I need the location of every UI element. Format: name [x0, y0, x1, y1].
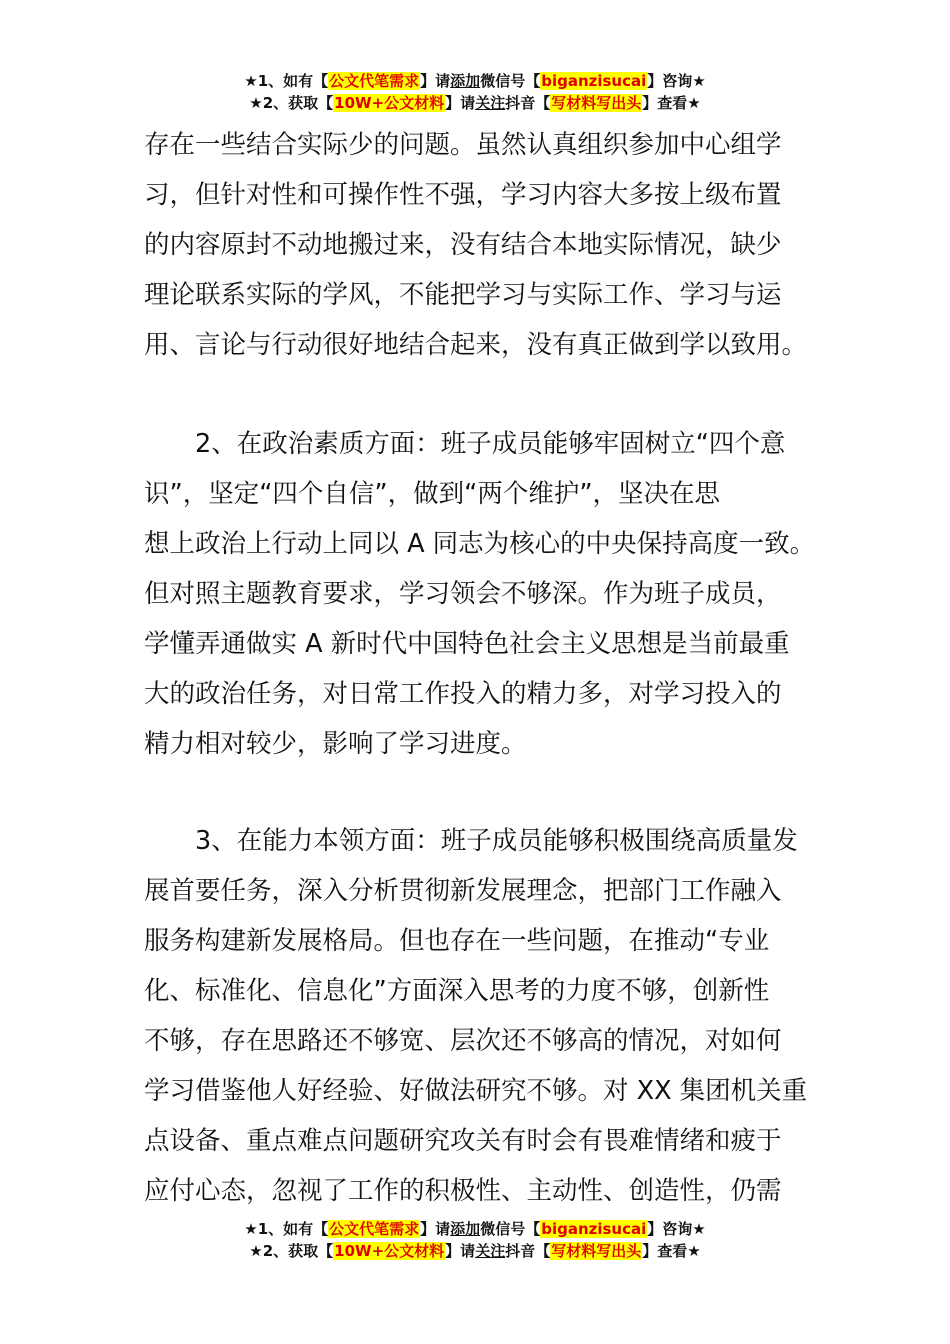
text-line: 展首要任务，深入分析贯彻新发展理念，把部门工作融入	[144, 876, 782, 906]
banner-line-2	[0, 92, 950, 114]
banner-text: 1、如有【	[257, 72, 329, 90]
banner-text: 】请	[445, 1242, 476, 1260]
text-line: 用、言论与行动很好地结合起来，没有真正做到学以致用。	[144, 330, 808, 360]
banner-text: 微信号【	[480, 72, 541, 90]
paragraph-2	[144, 419, 816, 769]
banner-line-2	[0, 1240, 950, 1262]
paragraph-3	[144, 816, 810, 1216]
banner-text: 抖音【	[505, 94, 551, 112]
star-icon: ★	[692, 72, 706, 90]
banner-highlight: 写材料写出头	[551, 1242, 642, 1260]
star-icon: ★	[244, 1220, 258, 1238]
text-line: 不够，存在思路还不够宽、层次还不够高的情况，对如何	[144, 1026, 782, 1056]
text-line: 学习借鉴他人好经验、好做法研究不够。对 XX 集团机关重	[144, 1076, 808, 1106]
banner-line-1	[0, 70, 950, 92]
text-line: 的内容原封不动地搬过来，没有结合本地实际情况，缺少	[144, 230, 782, 260]
banner-underlined: 添加	[450, 72, 481, 90]
star-icon: ★	[687, 94, 701, 112]
text-line: 想上政治上行动上同以 A 同志为核心的中央保持高度一致。	[144, 529, 816, 559]
footer-banner	[0, 1218, 950, 1262]
banner-text: 】请	[420, 72, 451, 90]
banner-text: 1、如有【	[257, 1220, 329, 1238]
header-banner	[0, 70, 950, 114]
banner-text: 】查看	[642, 94, 688, 112]
banner-text: 】请	[420, 1220, 451, 1238]
paragraph-1	[144, 120, 810, 370]
star-icon: ★	[244, 72, 258, 90]
banner-highlight: 公文代笔需求	[329, 72, 420, 90]
banner-highlight: biganzisucai	[541, 1220, 647, 1238]
text-line: 识”，坚定“四个自信”，做到“两个维护”，坚决在思	[144, 479, 721, 509]
text-line: 学懂弄通做实 A 新时代中国特色社会主义思想是当前最重	[144, 629, 790, 659]
text-line: 理论联系实际的学风，不能把学习与实际工作、学习与运	[144, 280, 782, 310]
banner-text: 微信号【	[480, 1220, 541, 1238]
banner-underlined: 关注	[475, 1242, 506, 1260]
banner-line-1	[0, 1218, 950, 1240]
banner-underlined: 关注	[475, 94, 506, 112]
text-line: 习，但针对性和可操作性不强，学习内容大多按上级布置	[144, 180, 782, 210]
text-line: 点设备、重点难点问题研究攻关有时会有畏难情绪和疲于	[144, 1126, 782, 1156]
banner-text: 2、获取【	[262, 94, 334, 112]
banner-text: 】咨询	[647, 72, 693, 90]
text-line: 2、在政治素质方面：班子成员能够牢固树立“四个意	[144, 429, 786, 459]
banner-highlight: 公文代笔需求	[329, 1220, 420, 1238]
text-line: 精力相对较少，影响了学习进度。	[144, 729, 527, 759]
banner-highlight: 10W+公文材料	[334, 1242, 445, 1260]
banner-text: 】请	[445, 94, 476, 112]
banner-text: 抖音【	[505, 1242, 551, 1260]
text-line: 3、在能力本领方面：班子成员能够积极围绕高质量发	[144, 826, 798, 856]
text-line: 服务构建新发展格局。但也存在一些问题，在推动“专业	[144, 926, 770, 956]
banner-highlight: 写材料写出头	[551, 94, 642, 112]
star-icon: ★	[687, 1242, 701, 1260]
text-line: 化、标准化、信息化”方面深入思考的力度不够，创新性	[144, 976, 770, 1006]
text-line: 应付心态，忽视了工作的积极性、主动性、创造性，仍需	[144, 1176, 782, 1206]
banner-text: 】查看	[642, 1242, 688, 1260]
banner-text: 】咨询	[647, 1220, 693, 1238]
star-icon: ★	[249, 1242, 263, 1260]
banner-highlight: biganzisucai	[541, 72, 647, 90]
star-icon: ★	[249, 94, 263, 112]
text-line: 大的政治任务，对日常工作投入的精力多，对学习投入的	[144, 679, 782, 709]
banner-text: 2、获取【	[262, 1242, 334, 1260]
banner-highlight: 10W+公文材料	[334, 94, 445, 112]
text-line: 存在一些结合实际少的问题。虽然认真组织参加中心组学	[144, 130, 782, 160]
banner-underlined: 添加	[450, 1220, 481, 1238]
star-icon: ★	[692, 1220, 706, 1238]
text-line: 但对照主题教育要求，学习领会不够深。作为班子成员，	[144, 579, 782, 609]
